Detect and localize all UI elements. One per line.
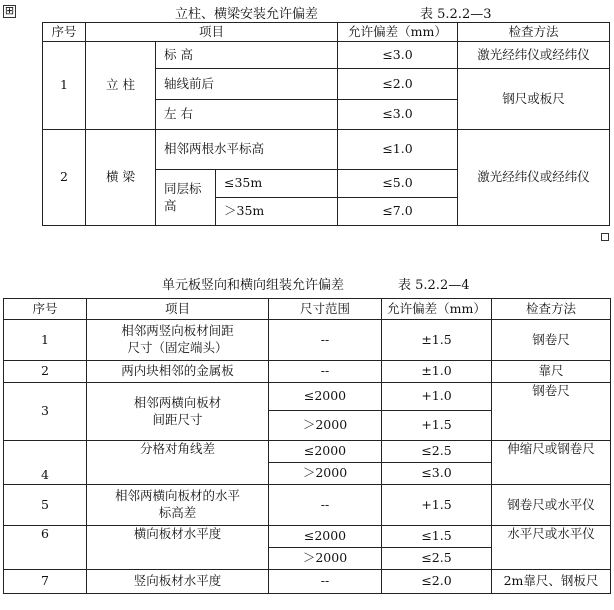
subitem-cell: 轴线前后 <box>156 69 338 100</box>
method-cell: 激光经纬仪或经纬仪 <box>458 42 610 69</box>
tolerance-cell: ≤1.0 <box>338 130 458 170</box>
table-unit-panel-tolerance <box>3 298 611 594</box>
tolerance-cell: ≤5.0 <box>338 170 458 198</box>
table-column-beam-tolerance <box>42 22 610 226</box>
item-cell: 相邻两横向板材 间距尺寸 <box>87 383 269 441</box>
seq-cell: 3 <box>4 383 87 441</box>
tolerance-cell: ≤1.5 <box>382 526 492 548</box>
method-cell: 钢卷尺或水平仪 <box>492 485 611 526</box>
range-cell: -- <box>269 570 382 594</box>
tolerance-cell: ±1.0 <box>382 361 492 383</box>
subitem-cell: 相邻两根水平标高 <box>156 130 338 170</box>
header-cell: 项目 <box>87 299 269 320</box>
method-cell: 钢卷尺 <box>492 320 611 361</box>
tolerance-cell: ±1.5 <box>382 320 492 361</box>
tolerance-cell: ≤3.0 <box>338 42 458 69</box>
table1-number: 表 5.2.2—3 <box>420 7 492 22</box>
range-cell: ≤2000 <box>269 526 382 548</box>
table-row <box>4 383 611 411</box>
seq-cell: 5 <box>4 485 87 526</box>
seq-cell: 1 <box>43 42 86 130</box>
seq-cell: 1 <box>4 320 87 361</box>
range-cell: -- <box>269 361 382 383</box>
item-cell: 横向板材水平度 <box>87 526 269 570</box>
method-cell: 激光经纬仪或经纬仪 <box>458 130 610 226</box>
range-cell: -- <box>269 320 382 361</box>
table1-number-wrap <box>420 3 491 22</box>
range-cell: ≤2000 <box>269 383 382 411</box>
table2-title: 单元板竖向和横向组装允许偏差 <box>162 278 345 293</box>
header-cell: 序号 <box>43 23 86 42</box>
range-cell: -- <box>269 485 382 526</box>
header-cell: 检查方法 <box>492 299 611 320</box>
tolerance-cell: ≤2.0 <box>338 69 458 100</box>
item-cell: 相邻两竖向板材间距 尺寸（固定端头） <box>87 320 269 361</box>
range-cell: ≤35m <box>216 170 338 198</box>
method-cell: 2m靠尺、钢板尺 <box>492 570 611 594</box>
seq-cell: 2 <box>43 130 86 226</box>
method-cell: 靠尺 <box>492 361 611 383</box>
seq-cell: 4 <box>4 441 87 485</box>
header-cell: 序号 <box>4 299 87 320</box>
header-cell: 检查方法 <box>458 23 610 42</box>
item-cell: 竖向板材水平度 <box>87 570 269 594</box>
method-cell: 水平尺或水平仪 <box>492 526 611 570</box>
tolerance-cell: ≤7.0 <box>338 198 458 226</box>
table-row <box>43 42 610 69</box>
table-row <box>4 361 611 383</box>
tolerance-cell: ≤3.0 <box>338 100 458 130</box>
tolerance-cell: ≤2.5 <box>382 548 492 570</box>
table-row <box>4 526 611 548</box>
table2-header-row <box>4 299 611 320</box>
tolerance-cell: ≤3.0 <box>382 463 492 485</box>
header-cell: 允许偏差（mm） <box>382 299 492 320</box>
tolerance-cell: ≤2.5 <box>382 441 492 463</box>
item-cell: 两内块相邻的金属板 <box>87 361 269 383</box>
range-cell: ＞35m <box>216 198 338 226</box>
header-cell: 项目 <box>86 23 338 42</box>
range-cell: ＞2000 <box>269 463 382 485</box>
subitem-cell: 同层标高 <box>156 170 216 226</box>
method-cell: 钢尺或板尺 <box>458 69 610 130</box>
tolerance-cell: ≤2.0 <box>382 570 492 594</box>
item-cell: 相邻两横向板材的水平 标高差 <box>87 485 269 526</box>
range-cell: ＞2000 <box>269 548 382 570</box>
table-resize-handle[interactable] <box>601 233 609 241</box>
table-row <box>4 570 611 594</box>
item-cell: 立 柱 <box>86 42 156 130</box>
subitem-cell: 左 右 <box>156 100 338 130</box>
seq-cell: 7 <box>4 570 87 594</box>
range-cell: ≤2000 <box>269 441 382 463</box>
table-row <box>4 485 611 526</box>
tolerance-cell: +1.0 <box>382 383 492 411</box>
method-cell: 伸缩尺或钢卷尺 <box>492 441 611 485</box>
table1-title: 立柱、横梁安装允许偏差 <box>175 7 319 22</box>
seq-cell: 2 <box>4 361 87 383</box>
header-cell: 尺寸范围 <box>269 299 382 320</box>
table-anchor-icon[interactable]: ⊞ <box>4 4 15 17</box>
table-row <box>43 130 610 170</box>
table2-number: 表 5.2.2—4 <box>398 278 470 293</box>
table1-caption <box>175 3 318 22</box>
table-row <box>4 441 611 463</box>
item-cell: 分格对角线差 <box>87 441 269 485</box>
tolerance-cell: +1.5 <box>382 485 492 526</box>
tolerance-cell: +1.5 <box>382 411 492 441</box>
table2-caption <box>162 274 344 293</box>
seq-cell: 6 <box>4 526 87 570</box>
subitem-cell: 标 高 <box>156 42 338 69</box>
header-cell: 允许偏差（mm） <box>338 23 458 42</box>
table-row <box>4 320 611 361</box>
table1-header-row <box>43 23 610 42</box>
table2-number-wrap <box>398 274 469 293</box>
method-cell: 钢卷尺 <box>492 383 611 441</box>
item-cell: 横 梁 <box>86 130 156 226</box>
range-cell: ＞2000 <box>269 411 382 441</box>
